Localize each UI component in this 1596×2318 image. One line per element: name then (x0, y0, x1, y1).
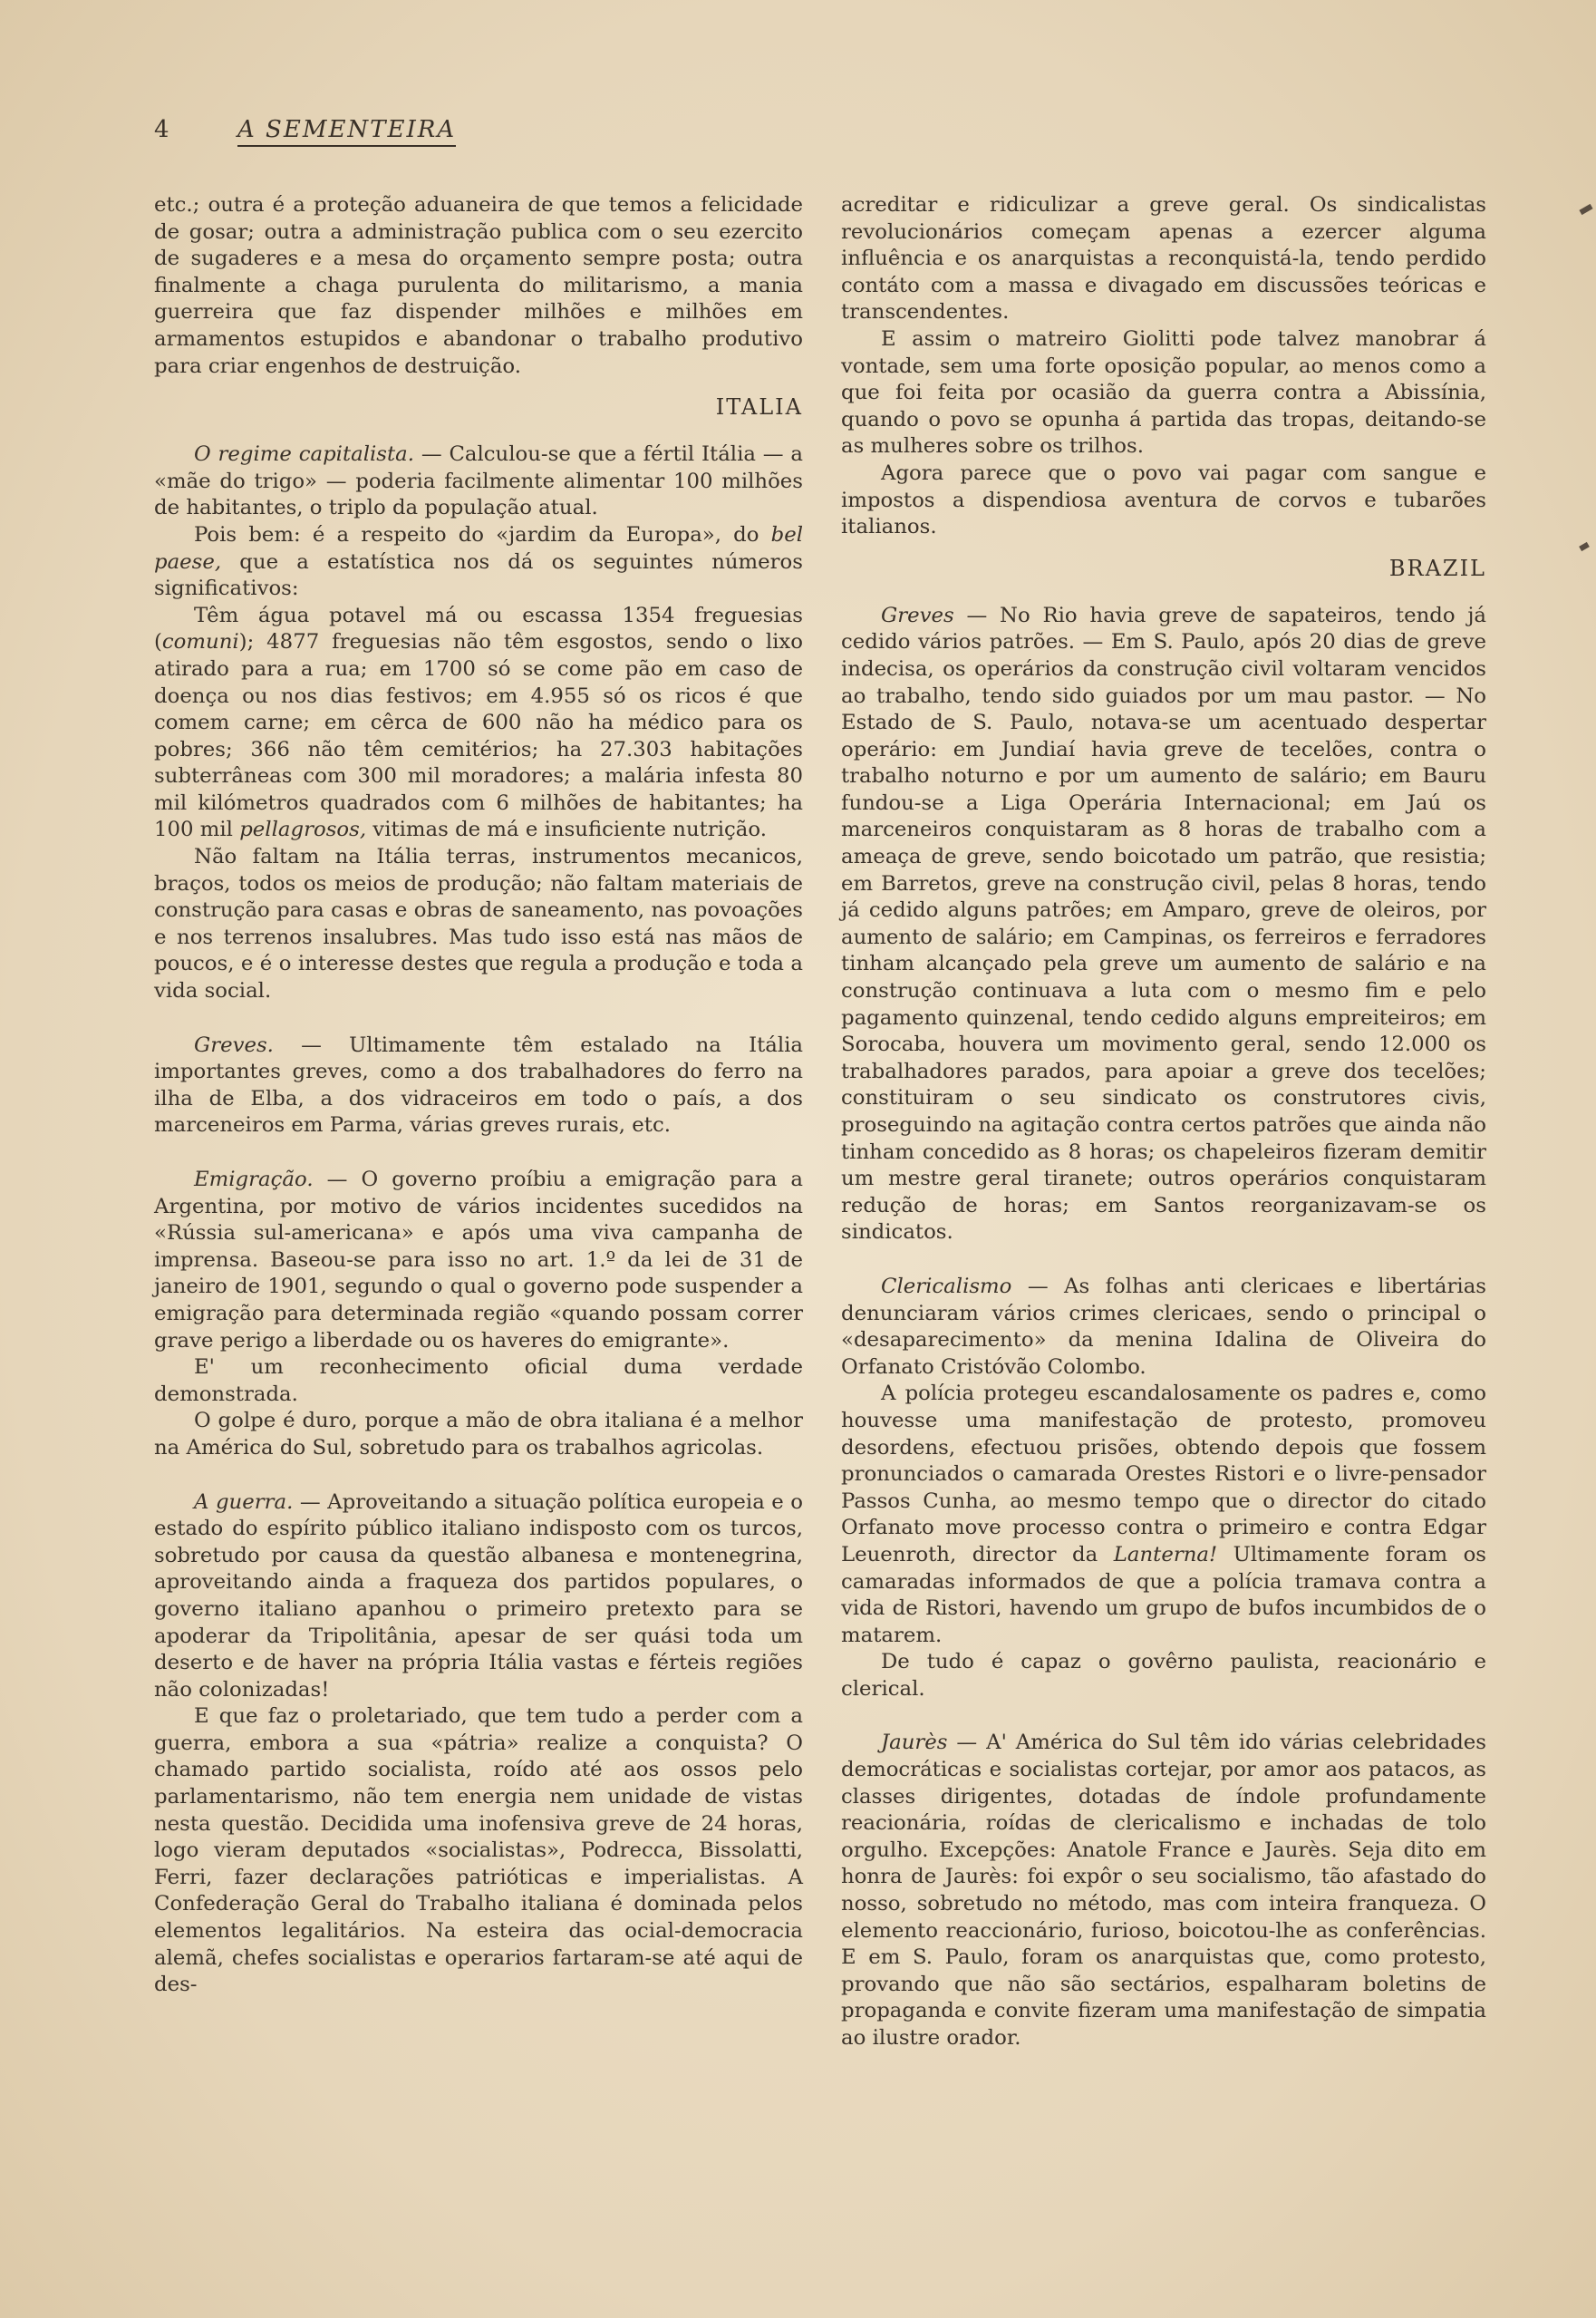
paragraph-continuation: etc.; outra é a proteção aduaneira de que temos a felicidade de gosar; outra a administração publica com o seu ezercito de sugaderes e a mesa do orçamento sempre posta; outra finalmente a chaga purulenta do militarismo, a mania guerreira que faz dispender milhões e milhões em armamentos estupidos e abandonar o trabalho produtivo para criar engenhos de destruição. (154, 193, 803, 378)
lead-clericalismo: Clericalismo (881, 1274, 1012, 1298)
section-heading-brazil: BRAZIL (1388, 555, 1486, 581)
paragraph-greves-brazil (841, 603, 1486, 1246)
paragraph-continuation-right: acreditar e ridiculizar a greve geral. Os sindicalistas revolucionários começam apenas a ezercer alguma influência e os anarquistas a reconquistá-la, tendo perdido contáto com a massa e divagado em discussões teóricas e transcendentes. (841, 193, 1486, 325)
text-lanterna: Lanterna! (1113, 1542, 1218, 1566)
text-pois-2: que a estatística nos dá os seguintes números significativos: (154, 549, 803, 601)
paragraph-jaures (841, 1730, 1486, 2051)
page-number: 4 (154, 116, 169, 143)
paragraph-pois-bem (154, 522, 803, 603)
paragraph-policia (841, 1381, 1486, 1649)
paragraph-reconhecimento: E' um reconhecimento oficial duma verdade demonstrada. (154, 1355, 803, 1406)
paragraph-greves-italia (154, 1033, 803, 1140)
paragraph-agora: Agora parece que o povo vai pagar com sangue e impostos a dispendiosa aventura de corvos e tubarões italianos. (841, 461, 1486, 539)
paragraph-proletariado: E que faz o proletariado, que tem tudo a perder com a guerra, embora a sua «pátria» realize a conquista? O chamado partido socialista, roído até aos ossos pelo parlamentarismo, não tem energia nem unidade de vistas nesta questão. Decidida uma inofensiva greve de 24 horas, logo vieram deputados «socialistas», Podrecca, Bissolatti, Ferri, fazer declarações patrióticas e imperialistas. A Confederação Geral do Trabalho italiana é dominada pelos elementos legalitários. Na esteira das ocial-democracia alemã, chefes socialistas e operarios fartaram-se até aqui de des- (154, 1704, 803, 1997)
paragraph-regime-capitalista (154, 441, 803, 522)
lead-regime-capitalista: O regime capitalista. (194, 442, 414, 467)
lead-greves-brazil: Greves (881, 603, 954, 627)
text-clericalismo: — As folhas anti clericaes e libertárias denunciaram vários crimes clericaes, sendo o principal o «desaparecimento» da menina Idalina de Oliveira do Orfanato Cristóvão Colombo. (841, 1274, 1486, 1379)
paragraph-golpe: O golpe é duro, porque a mão de obra italiana é a melhor na América do Sul, sobretudo para os trabalhos agricolas. (154, 1409, 803, 1460)
text-regime-capitalista: — Calculou-se que a fértil Itália — a «mãe do trigo» — poderia facilmente alimentar 100 milhões de habitantes, o triplo da população atual. (154, 442, 803, 520)
text-comuni: comuni (161, 630, 239, 655)
lead-greves-italia: Greves. (194, 1033, 274, 1057)
right-column (841, 192, 1486, 2052)
paragraph-a-guerra (154, 1489, 803, 1704)
paragraph-clericalismo (841, 1274, 1486, 1381)
text-bel-paese: bel paese, (154, 522, 803, 574)
lead-emigracao: Emigração. (194, 1168, 314, 1191)
lead-a-guerra: A guerra. (194, 1489, 294, 1514)
paragraph-emigracao (154, 1167, 803, 1354)
text-a-guerra: — Aproveitando a situação política europeia e o estado do espírito público italiano indisposto com os turcos, sobretudo por causa da questão albanesa e montenegrina, aproveitando ainda a fraqueza dos partidos populares, o governo italiano apanhou o primeiro pretexto para se apoderar da Tripolitânia, apesar de ser quási toda um deserto e de haver na própria Itália vastas e férteis regiões não colonizadas! (154, 1489, 803, 1702)
paragraph-de-tudo: De tudo é capaz o govêrno paulista, reacionário e clerical. (841, 1650, 1486, 1701)
text-policia-1: A polícia protegeu escandalosamente os padres e, como houvesse uma manifestação de protesto, promoveu desordens, efectuou prisões, obtendo depois que fossem pronunciados o camarada Orestes Ristori e o livre-pensador Passos Cunha, ao mesmo tempo que o director do citado Orfanato move processo contra o primeiro e contra Edgar Leuenroth, director da (841, 1382, 1486, 1566)
section-heading-italia: ITALIA (715, 394, 803, 421)
masthead-title: A SEMENTEIRA (237, 116, 456, 147)
paragraph-tem-agua (154, 603, 803, 844)
text-tem-2: ); 4877 freguesias não têm esgostos, sendo o lixo atirado para a rua; em 1700 só se come pão em caso de doença ou nos dias festivos; em 4.955 só os ricos é que comem carne; em cêrca de 600 não ha médico para os pobres; 366 não têm cemitérios; ha 27.303 habitações subterrâneas com 300 mil moradores; a malária infesta 80 mil kilómetros quadrados com 6 milhões de habitantes; ha 100 mil (154, 630, 803, 842)
text-jaures: — A' América do Sul têm ido várias celebridades democráticas e socialistas cortejar, por amor aos patacos, as classes dirigentes, dotadas de índole profundamente reacionária, roídas de clericalismo e inchadas de tolo orgulho. Excepções: Anatole France e Jaurès. Seja dito em honra de Jaurès: foi expôr o seu socialismo, tão afastado do nosso, sobretudo no método, mas com inteira franqueza. O elemento reaccionário, furioso, boicotou-lhe as conferências. E em S. Paulo, foram os anarquistas que, como protesto, provando que não são sectários, espalharam boletins de propaganda e convite fizeram uma manifestação de simpatia ao ilustre orador. (841, 1731, 1486, 2050)
paper-speck-mark (1579, 204, 1592, 215)
text-greves-italia: — Ultimamente têm estalado na Itália importantes greves, como a dos trabalhadores do ferro na ilha de Elba, a dos vidraceiros em todo o país, a dos marceneiros em Parma, várias greves rurais, etc. (154, 1033, 803, 1138)
text-tem-3: vitimas de má e insuficiente nutrição. (366, 818, 767, 842)
text-tem-1: Têm água potavel má ou escassa 1354 freguesias ( (154, 603, 803, 655)
paragraph-nao-faltam: Não faltam na Itália terras, instrumentos mecanicos, braços, todos os meios de produção; não faltam materiais de construção para casas e obras de saneamento, nas povoações e nos terrenos insalubres. Mas tudo isso está nas mãos de poucos, e é o interesse destes que regula a produção e toda a vida social. (154, 845, 803, 1004)
paper-speck-mark (1579, 542, 1590, 551)
text-pois-1: Pois bem: é a respeito do «jardim da Europa», do (194, 522, 771, 547)
left-column (154, 192, 803, 1999)
text-pellagrosos: pellagrosos, (239, 818, 367, 842)
lead-jaures: Jaurès (881, 1731, 948, 1755)
text-emigracao: — O governo proíbiu a emigração para a Argentina, por motivo de vários incidentes sucedidos na «Rússia sul-americana» e após uma viva campanha de imprensa. Baseou-se para isso no art. 1.º da lei de 31 de janeiro de 1901, segundo o qual o governo pode suspender a emigração para determinada região «quando possam correr grave perigo a liberdade ou os haveres do emigrante». (154, 1168, 803, 1353)
paragraph-giolitti: E assim o matreiro Giolitti pode talvez manobrar á vontade, sem uma forte oposição popular, ao menos como a que foi feita por ocasião da guerra contra a Abissínia, quando o povo se opunha á partida das tropas, deitando-se as mulheres sobre os trilhos. (841, 326, 1486, 459)
text-policia-2: Ultimamente foram os camaradas informados de que a polícia tramava contra a vida de Ristori, havendo um grupo de bufos incumbidos de o matarem. (841, 1542, 1486, 1647)
text-greves-brazil: — No Rio havia greve de sapateiros, tendo já cedido vários patrões. — Em S. Paulo, após 20 dias de greve indecisa, os operários da construção civil voltaram vencidos ao trabalho, tendo sido guiados por um mau pastor. — No Estado de S. Paulo, notava-se um acentuado despertar operário: em Jundiaí havia greve de tecelões, contra o trabalho noturno e por um aumento de salário; em Bauru fundou-se a Liga Operária Internacional; em Jaú os marceneiros conquistaram as 8 horas de trabalho com a ameaça de greve, sendo boicotado um patrão, que resistia; em Barretos, greve na construção civil, pelas 8 horas, tendo já cedido alguns patrões; em Amparo, greve de oleiros, por aumento de salário; em Campinas, os ferreiros e ferradores tinham alcançado pela greve um aumento de salário e na construção continuava a luta com o mesmo fim e pelo pagamento quinzenal, tendo cedido alguns empreiteiros; em Sorocaba, houvera um movimento geral, sendo 12.000 os trabalhadores parados, para apoiar a greve dos tecelões; constituiram o seu sindicato os construtores civis, proseguindo na agitação contra certos patrões que ainda não tinham concedido as 8 horas; os chapeleiros fizeram demitir um mestre geral tiranete; outros operários conquistaram redução de horas; em Santos reorganizavam-se os sindicatos. (841, 603, 1486, 1245)
